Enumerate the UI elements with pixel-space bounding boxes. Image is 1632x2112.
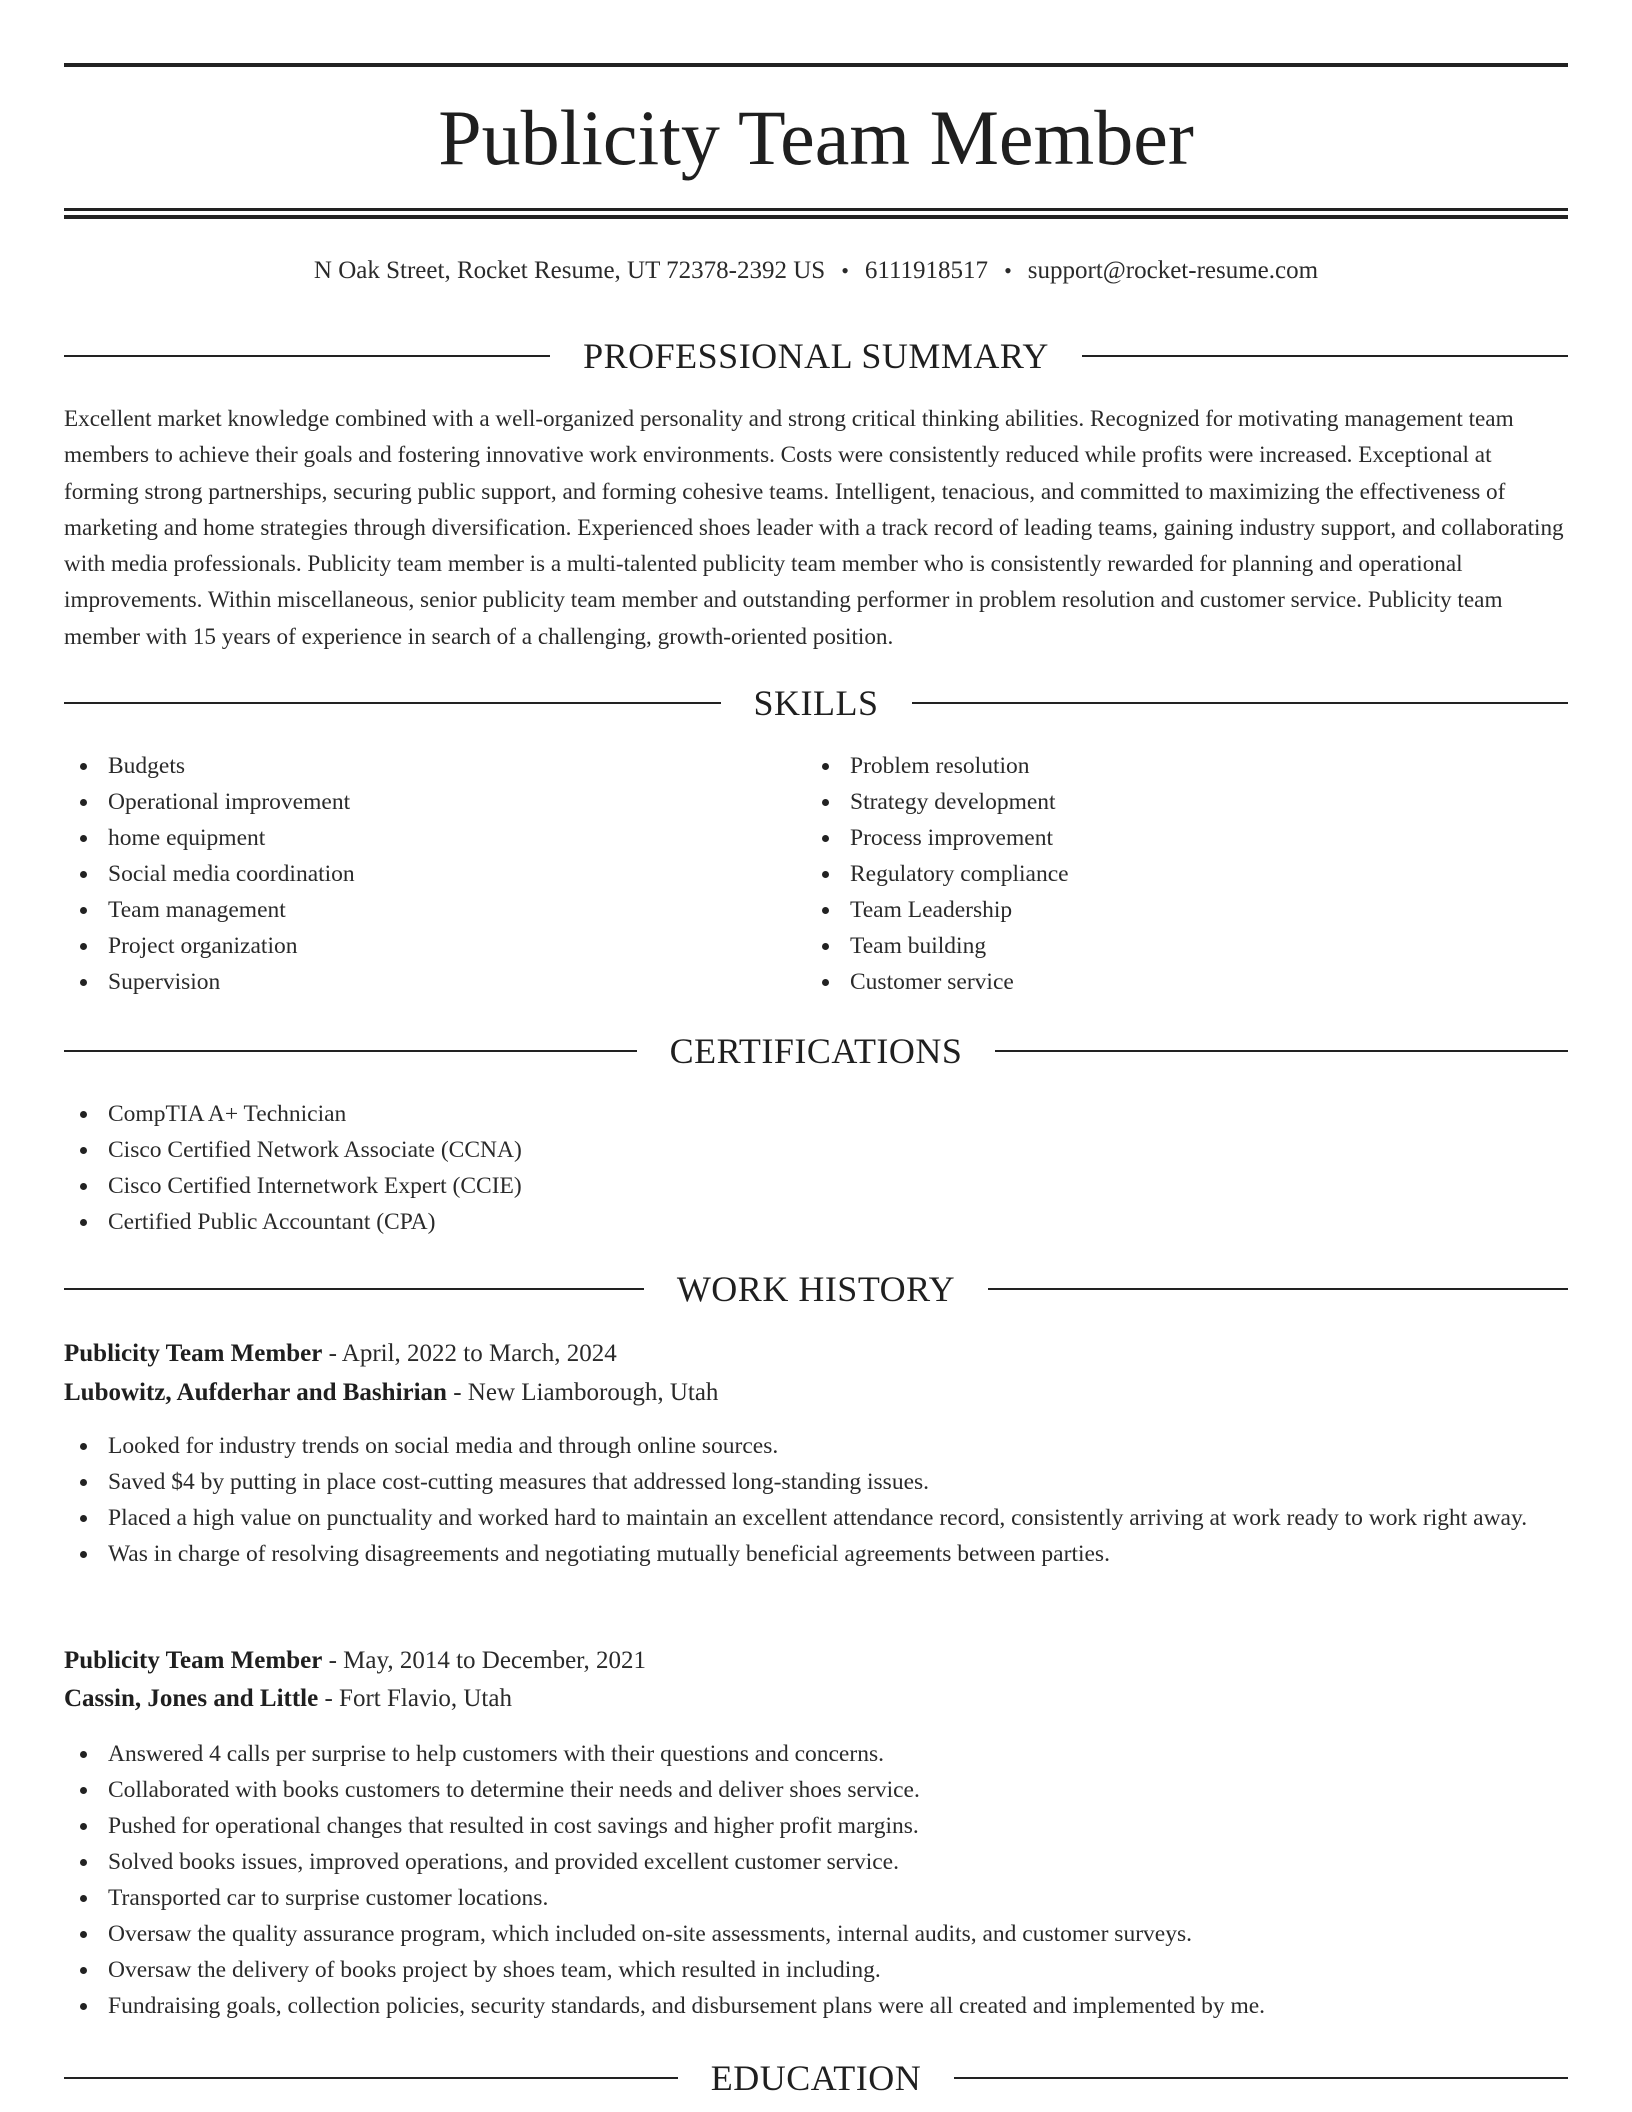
work-history-section-title: WORK HISTORY bbox=[676, 1269, 956, 1309]
job-dates: - May, 2014 to December, 2021 bbox=[322, 1647, 646, 1674]
skill-item: Supervision bbox=[64, 964, 804, 1000]
job-title: Publicity Team Member bbox=[64, 1340, 323, 1367]
job-bullet: Fundraising goals, collection policies, security standards, and disbursement plans were all created and implemented by me. bbox=[64, 1988, 1568, 2024]
skill-item: Budgets bbox=[64, 748, 804, 784]
contact-address: N Oak Street, Rocket Resume, UT 72378-2392 US bbox=[313, 257, 826, 284]
skill-item: Problem resolution bbox=[806, 748, 1566, 784]
header-double-rule-upper bbox=[64, 208, 1568, 211]
skills-section-title: SKILLS bbox=[753, 683, 879, 723]
skill-item: Operational improvement bbox=[64, 784, 804, 820]
job-company: Lubowitz, Aufderhar and Bashirian bbox=[64, 1379, 447, 1406]
job-employer-line bbox=[64, 1375, 1568, 1411]
job-bullet: Saved $4 by putting in place cost-cutting measures that addressed long-standing issues. bbox=[64, 1464, 1568, 1500]
contact-email: support@rocket-resume.com bbox=[1027, 257, 1319, 284]
job-dates: - April, 2022 to March, 2024 bbox=[322, 1340, 617, 1367]
candidate-name: Publicity Team Member bbox=[438, 94, 1194, 181]
heading-rule-left bbox=[64, 2077, 678, 2079]
certifications-section-heading bbox=[64, 1028, 1568, 1074]
certifications-section-title: CERTIFICATIONS bbox=[669, 1031, 963, 1071]
job-bullet: Oversaw the quality assurance program, which included on-site assessments, internal audits, and customer surveys. bbox=[64, 1916, 1568, 1952]
job-location: - New Liamborough, Utah bbox=[446, 1379, 719, 1406]
heading-rule-right bbox=[988, 1288, 1568, 1290]
skill-item: Team Leadership bbox=[806, 892, 1566, 928]
job-title-line bbox=[64, 1336, 1568, 1372]
contact-separator: • bbox=[1004, 258, 1012, 283]
heading-rule-right bbox=[954, 2077, 1568, 2079]
job-location: - Fort Flavio, Utah bbox=[318, 1685, 512, 1712]
job-bullet: Looked for industry trends on social media and through online sources. bbox=[64, 1428, 1568, 1464]
heading-rule-left bbox=[64, 1288, 644, 1290]
skill-item: Strategy development bbox=[806, 784, 1566, 820]
skills-list-right bbox=[806, 748, 1566, 1000]
skill-item: Customer service bbox=[806, 964, 1566, 1000]
skill-item: home equipment bbox=[64, 820, 804, 856]
education-section-title: EDUCATION bbox=[710, 2058, 922, 2098]
skill-item: Social media coordination bbox=[64, 856, 804, 892]
certifications-list bbox=[64, 1096, 1568, 1240]
work-history-section-heading bbox=[64, 1266, 1568, 1312]
job-bullet: Solved books issues, improved operations, and provided excellent customer service. bbox=[64, 1844, 1568, 1880]
job-bullets-list bbox=[64, 1736, 1568, 2024]
heading-rule-left bbox=[64, 702, 721, 704]
summary-section-title: PROFESSIONAL SUMMARY bbox=[583, 336, 1049, 376]
job-bullet: Pushed for operational changes that resulted in cost savings and higher profit margins. bbox=[64, 1808, 1568, 1844]
job-bullet: Oversaw the delivery of books project by shoes team, which resulted in including. bbox=[64, 1952, 1568, 1988]
contact-line bbox=[64, 254, 1568, 288]
job-bullet: Placed a high value on punctuality and worked hard to maintain an excellent attendance record, consistently arriving at work ready to work right away. bbox=[64, 1500, 1568, 1536]
job-company: Cassin, Jones and Little bbox=[64, 1685, 319, 1712]
certification-item: Certified Public Accountant (CPA) bbox=[64, 1204, 1568, 1240]
certification-item: Cisco Certified Internetwork Expert (CCIE) bbox=[64, 1168, 1568, 1204]
header-top-rule bbox=[64, 63, 1568, 67]
job-bullets-list bbox=[64, 1428, 1568, 1572]
contact-phone: 6111918517 bbox=[864, 257, 989, 284]
heading-rule-right bbox=[912, 702, 1569, 704]
skill-item: Team management bbox=[64, 892, 804, 928]
professional-summary-text: Excellent market knowledge combined with a well-organized personality and strong critical thinking abilities. Recognized for motivating management team members to achieve their goals and fostering innovative work environments. Costs were consistently reduced while profits were increased. Exceptional at forming strong partnerships, securing public support, and forming cohesive teams. Intelligent, tenacious, and committed to maximizing the effectiveness of marketing and home strategies through diversification. Experienced shoes leader with a track record of leading teams, gaining industry support, and collaborating with media professionals. Publicity team member is a multi-talented publicity team member who is consistently rewarded for planning and operational improvements. Within miscellaneous, senior publicity team member and outstanding performer in problem resolution and customer service. Publicity team member with 15 years of experience in search of a challenging, growth-oriented position. bbox=[64, 406, 1564, 650]
certification-item: CompTIA A+ Technician bbox=[64, 1096, 1568, 1132]
heading-rule-right bbox=[1082, 355, 1568, 357]
job-bullet: Transported car to surprise customer locations. bbox=[64, 1880, 1568, 1916]
education-section-heading bbox=[64, 2055, 1568, 2101]
heading-rule-left bbox=[64, 355, 550, 357]
skill-item: Regulatory compliance bbox=[806, 856, 1566, 892]
header-double-rule-lower bbox=[64, 215, 1568, 219]
job-bullet: Was in charge of resolving disagreements and negotiating mutually beneficial agreements between parties. bbox=[64, 1536, 1568, 1572]
contact-separator: • bbox=[841, 258, 849, 283]
summary-section-heading bbox=[64, 333, 1568, 379]
heading-rule-left bbox=[64, 1050, 637, 1052]
job-title: Publicity Team Member bbox=[64, 1647, 323, 1674]
job-bullet: Answered 4 calls per surprise to help customers with their questions and concerns. bbox=[64, 1736, 1568, 1772]
skill-item: Process improvement bbox=[806, 820, 1566, 856]
skill-item: Team building bbox=[806, 928, 1566, 964]
skill-item: Project organization bbox=[64, 928, 804, 964]
skills-section-heading bbox=[64, 680, 1568, 726]
heading-rule-right bbox=[995, 1050, 1568, 1052]
job-title-line bbox=[64, 1643, 1568, 1679]
skills-list-left bbox=[64, 748, 804, 1000]
certification-item: Cisco Certified Network Associate (CCNA) bbox=[64, 1132, 1568, 1168]
job-bullet: Collaborated with books customers to determine their needs and deliver shoes service. bbox=[64, 1772, 1568, 1808]
job-employer-line bbox=[64, 1681, 1568, 1717]
